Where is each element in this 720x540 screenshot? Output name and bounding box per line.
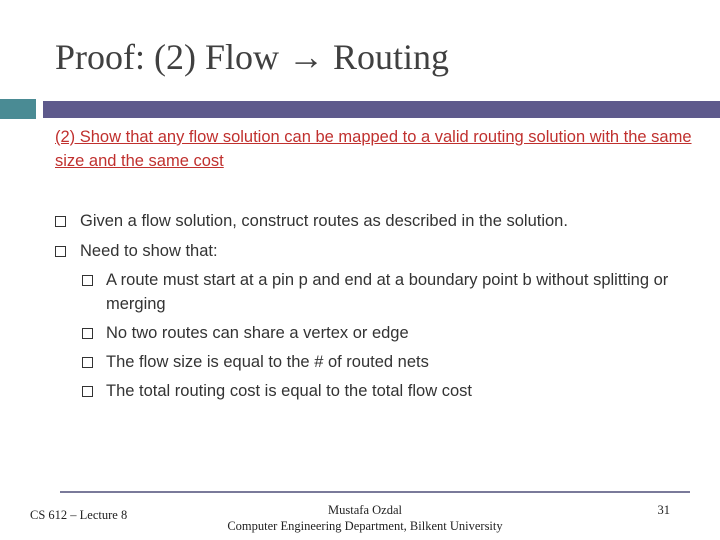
- footer-credit: [195, 502, 535, 534]
- slide-title: Proof: (2) Flow → Routing: [55, 37, 450, 77]
- footer-course: CS 612 – Lecture 8: [30, 508, 128, 522]
- sub-bullet-text: The flow size is equal to the # of routed nets: [106, 353, 429, 371]
- sub-bullet-text: A route must start at a pin p and end at a boundary point b without splitting or merging: [106, 271, 669, 313]
- checkbox-bullet-icon: [82, 357, 93, 368]
- sub-bullet-item: [55, 379, 705, 403]
- footer-divider: [60, 491, 690, 493]
- sub-bullet-item: [55, 268, 705, 316]
- bullet-item: [55, 238, 705, 264]
- sub-bullet-item: [55, 321, 705, 345]
- bullet-item: [55, 208, 705, 234]
- bullet-list: [55, 208, 705, 408]
- checkbox-bullet-icon: [55, 246, 66, 257]
- footer-author: Mustafa Ozdal: [328, 503, 402, 517]
- footer-department: Computer Engineering Department, Bilkent University: [227, 519, 503, 533]
- checkbox-bullet-icon: [55, 216, 66, 227]
- checkbox-bullet-icon: [82, 328, 93, 339]
- sub-bullet-item: [55, 350, 705, 374]
- bullet-text: Given a flow solution, construct routes as described in the solution.: [80, 212, 568, 230]
- sub-bullet-text: No two routes can share a vertex or edge: [106, 324, 409, 342]
- slide-subtitle: (2) Show that any flow solution can be mapped to a valid routing solution with the same size and the same cost: [55, 128, 692, 170]
- accent-bar-left: [0, 99, 36, 119]
- accent-bar: [43, 101, 720, 118]
- sub-bullet-text: The total routing cost is equal to the total flow cost: [106, 382, 472, 400]
- page-number: 31: [657, 503, 670, 517]
- checkbox-bullet-icon: [82, 275, 93, 286]
- bullet-text: Need to show that:: [80, 242, 218, 260]
- checkbox-bullet-icon: [82, 386, 93, 397]
